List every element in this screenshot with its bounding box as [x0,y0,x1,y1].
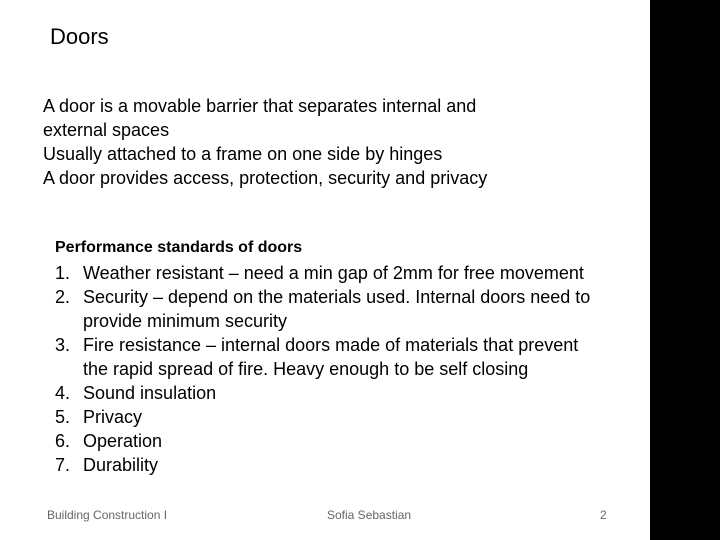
list-text: Durability [83,455,159,475]
page-number: 2 [600,508,607,522]
list-number: 7. [55,455,71,475]
list-number: 3. [55,335,71,355]
list-number: 1. [55,263,71,283]
slide-title: Doors [50,24,109,49]
list-item [55,261,595,285]
side-bar [650,0,720,540]
intro-line: A door is a movable barrier that separates internal and external spaces [43,96,477,140]
list-text: Operation [83,431,163,451]
list-number: 2. [55,287,71,307]
standards-heading: Performance standards of doors [55,239,303,256]
list-number: 6. [55,431,71,451]
list-item [55,453,595,477]
standards-list [55,261,595,477]
list-item [55,405,595,429]
list-number: 4. [55,383,71,403]
list-item [55,333,595,381]
footer-course: Building Construction I [47,508,168,522]
intro-line: Usually attached to a frame on one side by hinges [43,144,443,164]
list-item [55,285,595,333]
list-number: 5. [55,407,71,427]
intro-text [43,94,503,190]
footer-author: Sofia Sebastian [327,508,412,522]
list-text: Fire resistance – internal doors made of materials that prevent the rapid spread of fire. Heavy enough to be self closing [83,335,579,379]
list-text: Security – depend on the materials used. Internal doors need to provide minimum security [83,287,591,331]
list-text: Sound insulation [83,383,217,403]
intro-line: A door provides access, protection, security and privacy [43,168,488,188]
list-text: Weather resistant – need a min gap of 2mm for free movement [83,263,584,283]
list-item [55,381,595,405]
list-item [55,429,595,453]
list-text: Privacy [83,407,143,427]
